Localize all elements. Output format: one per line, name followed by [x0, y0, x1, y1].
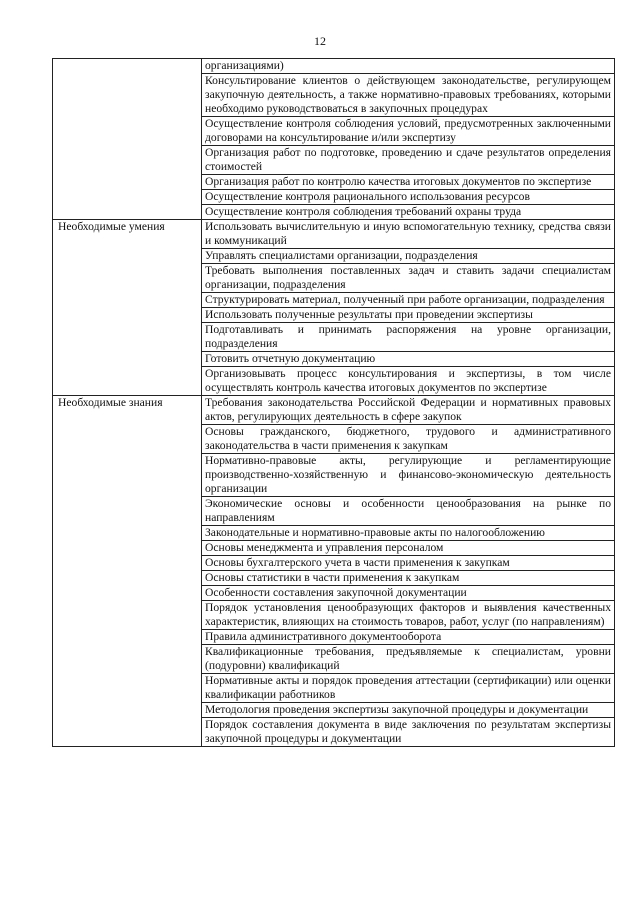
row-text: Требовать выполнения поставленных задач и ставить задачи специалистам организации, подразделения	[202, 264, 615, 293]
row-text: Правила административного документооборота	[202, 630, 615, 645]
row-text: Порядок установления ценообразующих факторов и выявления качественных характеристик, влияющих на стоимость товаров, работ, услуг (по направлениям)	[202, 601, 615, 630]
section-label-required-skills: Необходимые умения	[53, 220, 202, 396]
section-label-continued-duties	[53, 59, 202, 220]
row-text: Законодательные и нормативно-правовые акты по налогообложению	[202, 526, 615, 541]
row-text: Подготавливать и принимать распоряжения на уровне организации, подразделения	[202, 323, 615, 352]
row-text: Осуществление контроля соблюдения требований охраны труда	[202, 205, 615, 220]
row-text: Организация работ по подготовке, проведению и сдаче результатов определения стоимостей	[202, 146, 615, 175]
row-text: Управлять специалистами организации, подразделения	[202, 249, 615, 264]
row-text: Экономические основы и особенности ценообразования на рынке по направлениям	[202, 497, 615, 526]
row-text: Использовать вычислительную и иную вспомогательную технику, средства связи и коммуникаций	[202, 220, 615, 249]
row-text: Структурировать материал, полученный при работе организации, подразделения	[202, 293, 615, 308]
row-text: Методология проведения экспертизы закупочной процедуры и документации	[202, 703, 615, 718]
row-text: Использовать полученные результаты при проведении экспертизы	[202, 308, 615, 323]
row-text: Основы гражданского, бюджетного, трудового и административного законодательства в части применения к закупкам	[202, 425, 615, 454]
section-label-required-knowledge: Необходимые знания	[53, 396, 202, 747]
row-text: Основы статистики в части применения к закупкам	[202, 571, 615, 586]
row-text: Организовывать процесс консультирования и экспертизы, в том числе осуществлять контроль качества итоговых документов по экспертизе	[202, 367, 615, 396]
row-text: Квалификационные требования, предъявляемые к специалистам, уровни (подуровни) квалификаций	[202, 645, 615, 674]
table-row	[53, 396, 615, 425]
row-text: Осуществление контроля рационального использования ресурсов	[202, 190, 615, 205]
competency-table	[52, 58, 615, 747]
row-text: Организация работ по контролю качества итоговых документов по экспертизе	[202, 175, 615, 190]
row-text: Основы бухгалтерского учета в части применения к закупкам	[202, 556, 615, 571]
row-text: Осуществление контроля соблюдения условий, предусмотренных заключенными договорами на консультирование и/или экспертизу	[202, 117, 615, 146]
page-number: 12	[314, 34, 326, 48]
row-text: Требования законодательства Российской Федерации и нормативных правовых актов, регулирующих деятельность в сфере закупок	[202, 396, 615, 425]
row-text: Нормативно-правовые акты, регулирующие и регламентирующие производственно-хозяйственную и финансово-экономическую деятельность организации	[202, 454, 615, 497]
row-text: Порядок составления документа в виде заключения по результатам экспертизы закупочной процедуры и документации	[202, 718, 615, 747]
table-row	[53, 59, 615, 74]
row-text: организациями)	[202, 59, 615, 74]
row-text: Консультирование клиентов о действующем законодательстве, регулирующем закупочную деятельность, а также нормативно-правовых требованиях, которыми необходимо руководствоваться в закупочных процедурах	[202, 74, 615, 117]
row-text: Готовить отчетную документацию	[202, 352, 615, 367]
row-text: Нормативные акты и порядок проведения аттестации (сертификации) или оценки квалификации работников	[202, 674, 615, 703]
table-row	[53, 220, 615, 249]
row-text: Основы менеджмента и управления персоналом	[202, 541, 615, 556]
row-text: Особенности составления закупочной документации	[202, 586, 615, 601]
